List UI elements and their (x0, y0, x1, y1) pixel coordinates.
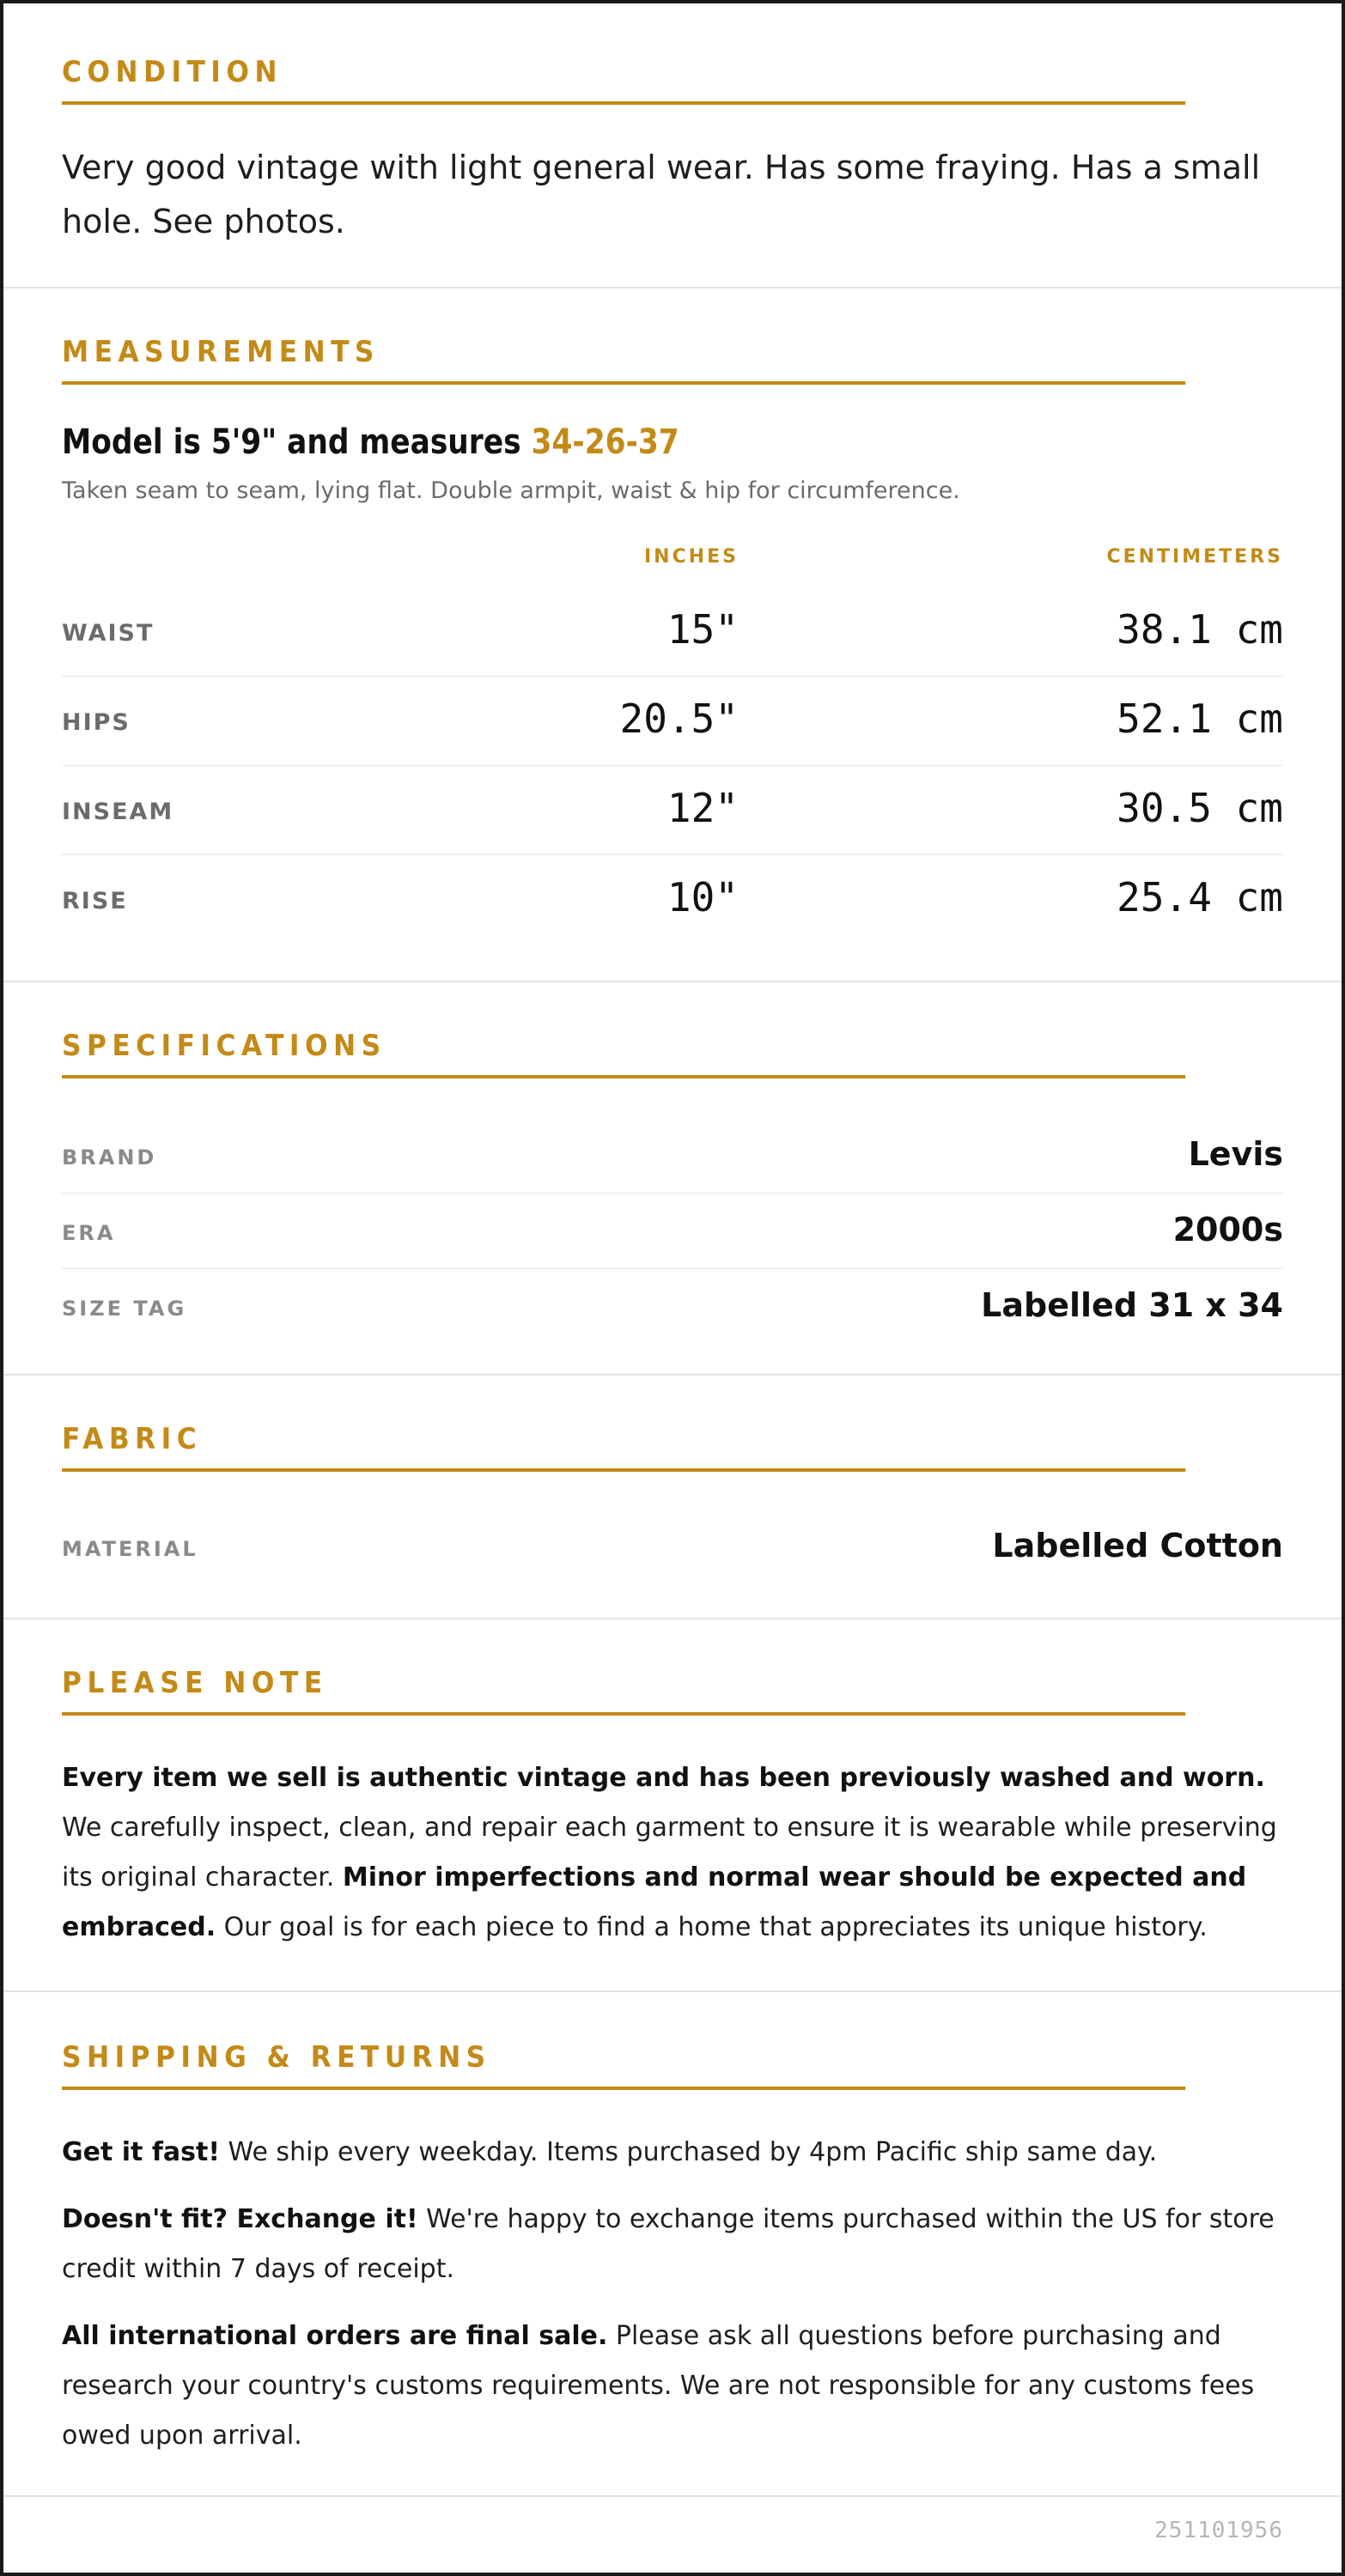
inches-column-header: INCHES (643, 546, 739, 568)
spec-label: SIZE TAG (62, 1297, 187, 1321)
measurement-inches: 15" (666, 606, 739, 653)
measurement-inches: 20.5" (619, 696, 739, 742)
item-code: 251101956 (1154, 2518, 1283, 2543)
spec-value: 2000s (1172, 1211, 1283, 1249)
measurement-cm: 38.1 cm (1117, 606, 1283, 653)
shipping-heading: SHIPPING & RETURNS (62, 2040, 1185, 2090)
please-note-text (62, 1753, 1283, 1953)
measurement-inches: 10" (666, 874, 739, 920)
note-text-1: We carefully inspect, clean, and repair each garment to ensure it is wearable while preserving its original character. (62, 1813, 1277, 1893)
measurement-row-hips (62, 677, 1283, 766)
please-note-heading: PLEASE NOTE (62, 1666, 1185, 1716)
shipping-text-2: We're happy to exchange items purchased within the US for store credit within 7 days of receipt. (62, 2204, 1275, 2284)
spec-label: ERA (62, 1221, 116, 1245)
fabric-label: MATERIAL (62, 1537, 198, 1561)
model-prefix: Model is 5'9" and measures (62, 422, 521, 462)
measurement-label: HIPS (62, 709, 131, 736)
spec-label: BRAND (62, 1145, 157, 1170)
spec-row-era (62, 1194, 1283, 1269)
shipping-paragraph-3 (62, 2312, 1283, 2461)
shipping-paragraph-1 (62, 2128, 1283, 2178)
shipping-text-3: Please ask all questions before purchasing and research your country's customs requirements. We are not responsible for any customs fees owed upon arrival. (62, 2321, 1255, 2451)
condition-text: Very good vintage with light general wear. Has some fraying. Has a small hole. See photos. (62, 149, 1261, 240)
spec-row-size-tag (62, 1269, 1283, 1345)
shipping-text-1: We ship every weekday. Items purchased by 4pm Pacific ship same day. (220, 2137, 1158, 2167)
fabric-row-material (62, 1510, 1283, 1585)
measurement-cm: 30.5 cm (1117, 785, 1283, 831)
fabric-section (3, 1376, 1342, 1619)
measurement-inches: 12" (666, 785, 739, 831)
note-text-2: Our goal is for each piece to find a home that appreciates its unique history. (216, 1912, 1208, 1942)
note-bold-2: Minor imperfections and normal wear should be expected and embraced. (62, 1862, 1247, 1942)
measurement-label: RISE (62, 888, 128, 914)
specifications-section (3, 982, 1342, 1376)
measurement-row-waist (62, 587, 1283, 677)
shipping-bold-1: Get it fast! (62, 2137, 220, 2167)
model-measurements (62, 422, 1112, 462)
condition-heading: CONDITION (62, 55, 1185, 105)
condition-section (3, 3, 1342, 289)
centimeters-column-header: CENTIMETERS (1106, 546, 1283, 568)
model-measure-value: 34-26-37 (531, 422, 679, 462)
note-bold-1: Every item we sell is authentic vintage and has been previously washed and worn. (62, 1763, 1265, 1793)
please-note-section (3, 1619, 1342, 1992)
measurements-section (3, 289, 1342, 982)
measurements-heading: MEASUREMENTS (62, 335, 1185, 385)
measurements-subtitle: Taken seam to seam, lying flat. Double armpit, waist & hip for circumference. (62, 477, 960, 504)
spec-value: Levis (1188, 1135, 1283, 1173)
fabric-value: Labelled Cotton (992, 1527, 1283, 1564)
measurement-label: INSEAM (62, 799, 174, 825)
spec-value: Labelled 31 x 34 (981, 1286, 1283, 1324)
shipping-bold-2: Doesn't fit? Exchange it! (62, 2204, 418, 2234)
shipping-returns-section (3, 1992, 1342, 2497)
measurement-cm: 52.1 cm (1117, 696, 1283, 742)
measurement-row-rise (62, 855, 1283, 945)
measurement-cm: 25.4 cm (1117, 874, 1283, 920)
spec-row-brand (62, 1118, 1283, 1194)
shipping-bold-3: All international orders are final sale. (62, 2321, 608, 2351)
shipping-paragraph-2 (62, 2195, 1283, 2294)
measurement-label: WAIST (62, 620, 155, 647)
fabric-heading: FABRIC (62, 1422, 1185, 1472)
measurement-row-inseam (62, 766, 1283, 855)
specifications-heading: SPECIFICATIONS (62, 1029, 1185, 1078)
